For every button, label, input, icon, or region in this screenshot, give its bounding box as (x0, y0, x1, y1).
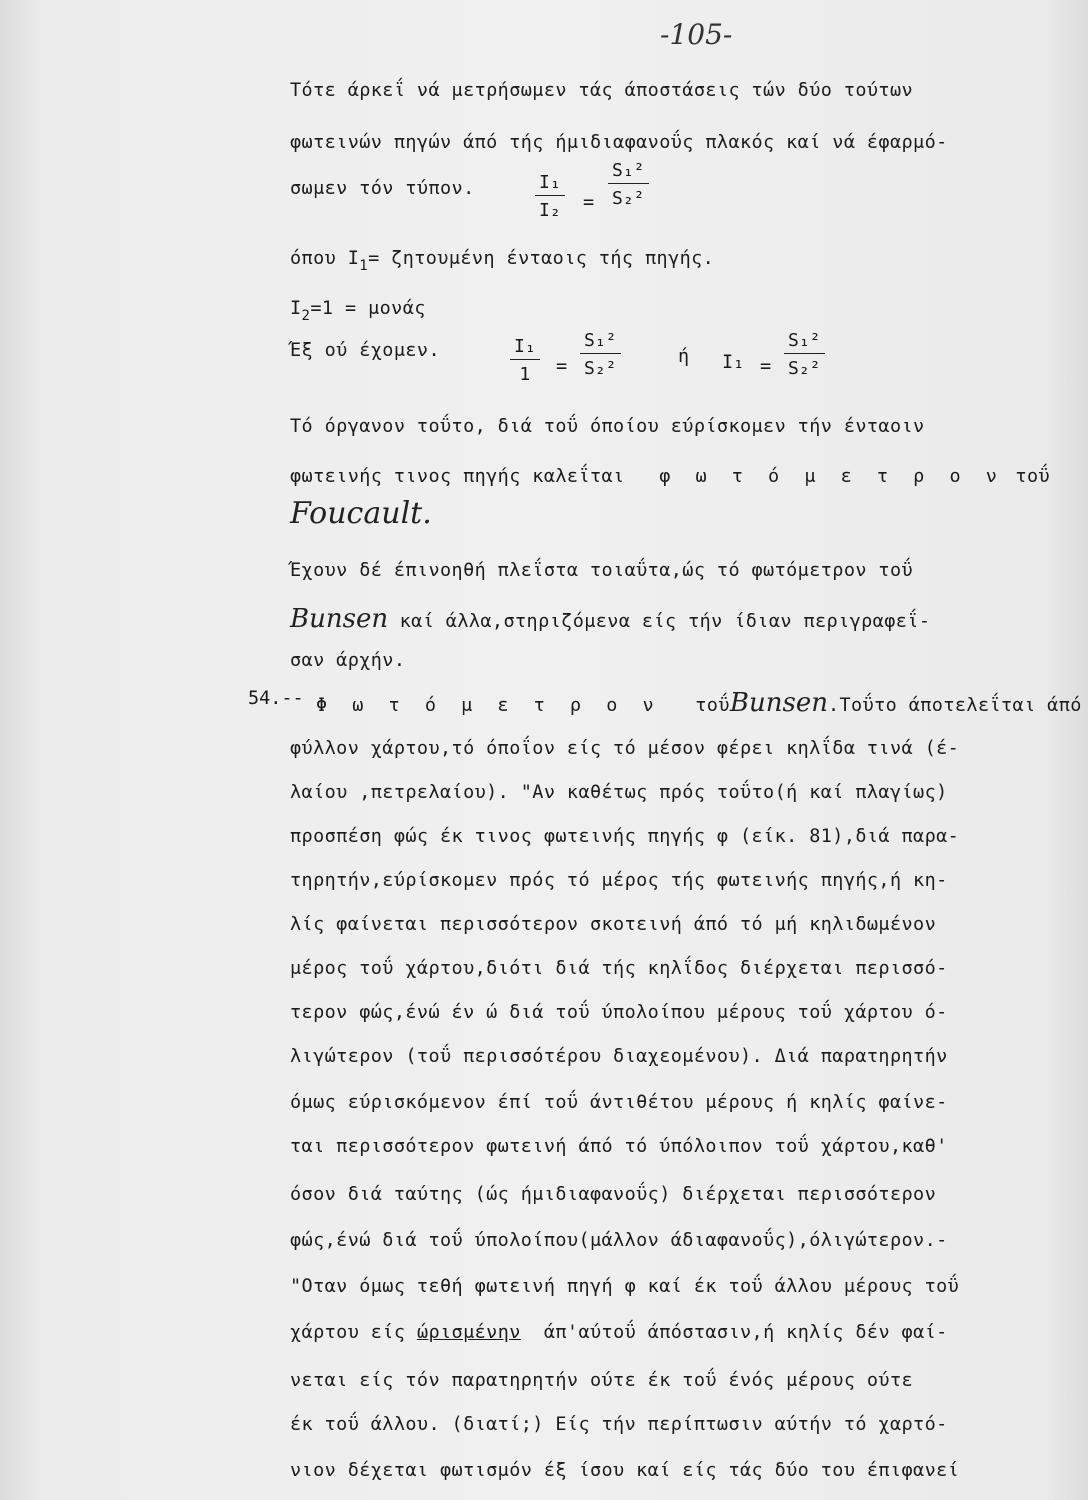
text-line: Τό όργανον τοΰτο, διά τοΰ όποίου εύρίσκομεν τήν ένταοιν (290, 416, 925, 437)
text-span: άπ'αύτοΰ άπόστασιν,ή κηλίς δέν φαί- (543, 1322, 948, 1343)
text-line: Τότε άρκεΐ νά μετρήσωμεν τάς άποστάσεις τών δύο τούτων (290, 80, 914, 101)
text-line: φώς,ένώ διά τοΰ ύπολοίπου(μάλλον άδιαφανοΰς),όλιγώτερον.- (290, 1230, 948, 1251)
handwritten-name: Foucault. (290, 496, 432, 531)
fraction-numerator: I₁ (510, 336, 540, 360)
section-title: Φ ω τ ό μ ε τ ρ ο ν (316, 695, 661, 716)
fraction-numerator: S₁² (608, 160, 649, 184)
definition-text: = ζητουμένη ένταοις τής πηγής. (368, 248, 715, 269)
text-line: όμως εύρισκόμενον έπί τοΰ άντιθέτου μέρους ή κηλίς φαίνε- (290, 1092, 948, 1113)
or-word: ή (678, 346, 690, 367)
text-line (290, 1322, 948, 1343)
text-line: "Οταν όμως τεθή φωτεινή πηγή φ καί έκ τοΰ άλλου μέρους τοΰ (290, 1276, 960, 1297)
text-line: τηρητήν,εύρίσκομεν πρός τό μέρος τής φωτεινής πηγής,ή κη- (290, 870, 948, 891)
fraction-i1-i2 (535, 172, 565, 221)
handwritten-name: Bunsen (729, 688, 828, 718)
text-span: καί άλλα,στηριζόμενα είς τήν ίδιαν περιγραφεΐ- (399, 611, 931, 632)
fraction-s1-s2 (784, 330, 825, 379)
fraction-numerator: S₁² (580, 330, 621, 354)
spaced-term: φ ω τ ό μ ε τ ρ ο ν (659, 466, 1004, 487)
fraction-s1-s2 (608, 160, 649, 209)
text-line: φύλλον χάρτου,τό όποΐον είς τό μέσον φέρει κηλΐδα τινά (έ- (290, 738, 960, 759)
text-line: τερον φώς,ένώ έν ώ διά τοΰ ύπολοίπου μέρους τοΰ χάρτου ό- (290, 1002, 948, 1023)
fraction-denominator: S₂² (584, 358, 617, 379)
definition-line (290, 248, 715, 274)
text-line: λαίου ,πετρελαίου). "Αν καθέτως πρός τοΰτο(ή καί πλαγίως) (290, 782, 948, 803)
text-line (290, 604, 930, 634)
text-line: ται περισσότερον φωτεινή άπό τό ύπόλοιπον τοΰ χάρτου,καθ' (290, 1136, 948, 1157)
text-span: τοΰ (695, 695, 730, 716)
subscript: 1 (359, 258, 369, 274)
text-span: .Τοΰτο άποτελεΐται άπό (827, 695, 1082, 716)
text-span: τοΰ (1015, 466, 1051, 487)
text-line: λίς φαίνεται περισσότερον σκοτεινή άπό τό μή κηλιδωμένον (290, 914, 937, 935)
section-heading (316, 688, 1082, 718)
text-line: νεται είς τόν παρατηρητήν ούτε έκ τοΰ ένός μέρους ούτε (290, 1370, 914, 1391)
equals-sign: = (583, 192, 595, 213)
equals-sign: = (760, 356, 772, 377)
text-span: χάρτου είς (290, 1322, 406, 1343)
fraction-denominator: 1 (519, 364, 531, 385)
section-number: 54.-- (248, 688, 304, 709)
handwritten-name: Bunsen (290, 604, 389, 634)
text-line: μέρος τοΰ χάρτου,διότι διά τής κηλΐδος διέρχεται περισσό- (290, 958, 948, 979)
definition-prefix: όπου I (290, 248, 360, 269)
underlined-word: ώρισμένην (416, 1322, 521, 1343)
fraction-numerator: I₁ (535, 172, 565, 196)
subscript: 2 (301, 308, 311, 324)
fraction-numerator: S₁² (784, 330, 825, 354)
text-line: φωτεινών πηγών άπό τής ήμιδιαφανοΰς πλακός καί νά έφαρμό- (290, 132, 948, 153)
text-line: προσπέση φώς έκ τινος φωτεινής πηγής φ (είκ. 81),διά παρα- (290, 826, 960, 847)
fraction-denominator: I₂ (539, 200, 561, 221)
unit-prefix: I (290, 298, 302, 319)
formula2-intro: Έξ ού έχομεν. (290, 340, 440, 361)
text-line: έκ τοΰ άλλου. (διατί;) Είς τήν περίπτωσιν αύτήν τό χαρτό- (290, 1414, 948, 1435)
text-line: Έχουν δέ έπινοηθή πλεΐστα τοιαΰτα,ώς τό φωτόμετρον τοΰ (290, 560, 914, 581)
unit-text: =1 = μονάς (310, 298, 426, 319)
fraction-denominator: S₂² (788, 358, 821, 379)
i1-term: I₁ (722, 352, 745, 373)
text-line: λιγώτερον (τοΰ περισσότέρου διαχεομένου). Διά παρατηρητήν (290, 1046, 948, 1067)
fraction-i1-1 (510, 336, 540, 385)
page-number: -105- (660, 18, 733, 51)
text-line: σωμεν τόν τύπον. (290, 178, 475, 199)
equals-sign: = (556, 356, 568, 377)
text-span: φωτεινής τινος πηγής καλεΐται (290, 466, 625, 487)
text-line: όσον διά ταύτης (ώς ήμιδιαφανοΰς) διέρχεται περισσότερον (290, 1184, 937, 1205)
text-line: νιον δέχεται φωτισμόν έξ ίσου καί είς τάς δύο του έπιφανεί (290, 1460, 960, 1481)
text-line: σαν άρχήν. (290, 650, 406, 671)
unit-line (290, 298, 426, 324)
fraction-denominator: S₂² (612, 188, 645, 209)
fraction-s1-s2 (580, 330, 621, 379)
text-line (290, 466, 1050, 487)
